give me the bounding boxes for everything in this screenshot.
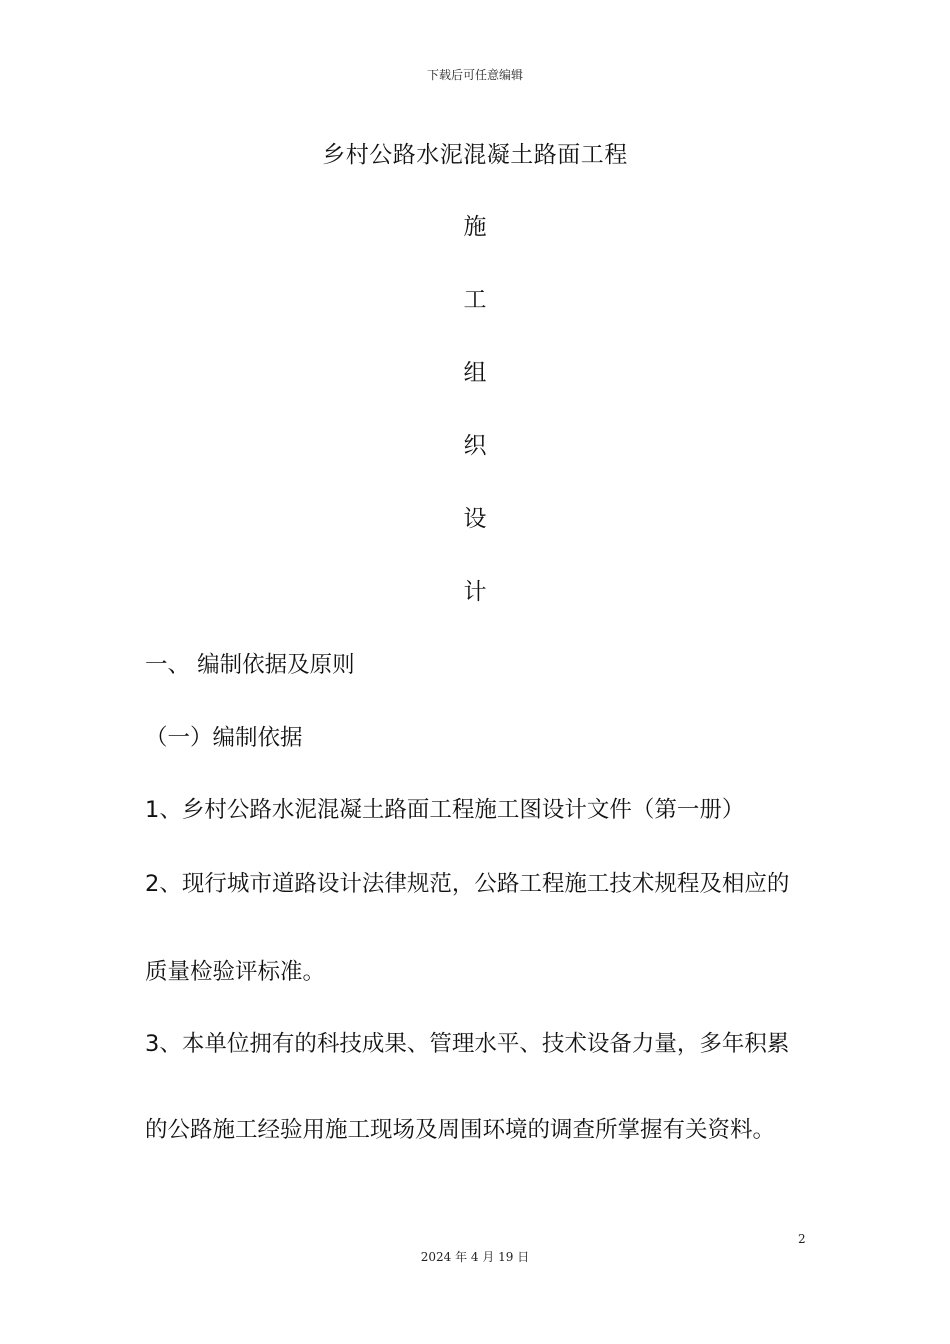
vertical-title-char: 织 bbox=[463, 433, 487, 459]
list-item: 1、乡村公路水泥混凝土路面工程施工图设计文件（第一册） bbox=[145, 797, 745, 823]
list-item-continuation: 质量检验评标准。 bbox=[145, 959, 326, 985]
page-number: 2 bbox=[798, 1232, 806, 1246]
list-item: 2、现行城市道路设计法律规范，公路工程施工技术规程及相应的 bbox=[145, 871, 790, 897]
vertical-title-char: 施 bbox=[463, 214, 487, 240]
vertical-title-char: 设 bbox=[463, 506, 487, 532]
vertical-title-char: 组 bbox=[463, 360, 487, 386]
subsection-heading: （一）编制依据 bbox=[145, 725, 303, 751]
vertical-title-char: 计 bbox=[463, 579, 487, 605]
list-item: 3、本单位拥有的科技成果、管理水平、技术设备力量，多年积累 bbox=[145, 1031, 790, 1057]
document-title: 乡村公路水泥混凝土路面工程 bbox=[322, 142, 628, 168]
vertical-title-char: 工 bbox=[463, 287, 487, 313]
footer-date: 2024 年 4 月 19 日 bbox=[420, 1250, 530, 1264]
list-item-continuation: 的公路施工经验用施工现场及周围环境的调查所掌握有关资料。 bbox=[145, 1117, 776, 1143]
page-header: 下载后可任意编辑 bbox=[426, 68, 523, 82]
section-heading: 一、 编制依据及原则 bbox=[145, 652, 355, 678]
